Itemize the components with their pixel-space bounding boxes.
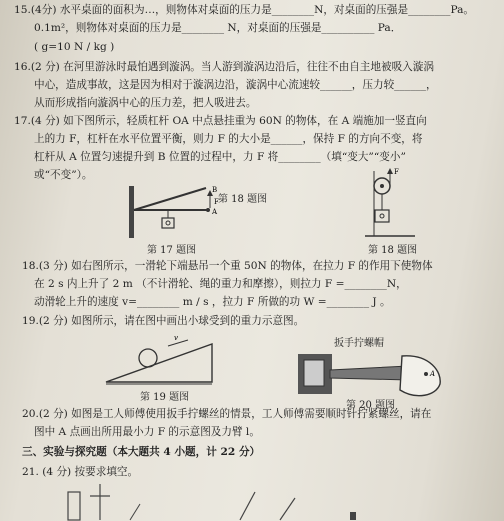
q21-line1: 21. (4 分) 按要求填空。 [22, 466, 139, 478]
q15-line3: ( g=10 N / kg ) [34, 41, 115, 53]
svg-text:B: B [212, 186, 218, 194]
q17-line1: 17.(4 分) 如下图所示，轻质杠杆 OA 中点悬挂重为 60N 的物体，在 A 端施加一竖直向 [14, 115, 427, 127]
fig20-caption: 第 20 题图 [346, 400, 396, 411]
q16-line1: 16.(2 分) 在河里游泳时最怕遇到漩涡。当人游到漩涡边沿后，往往不由自主地被吸入漩涡 [14, 61, 434, 73]
q15-line1: 15.(4分) 水平桌面的面积为…，则物体对桌面的压力是________N，对桌面的压强是________Pa。 [14, 4, 475, 16]
svg-text:v: v [174, 334, 178, 342]
q16-line2: 中心，造成事故，这是因为相对于漩涡边沿，漩涡中心流速较______，压力较______， [34, 79, 437, 91]
fig17-caption: 第 17 题图 [147, 245, 197, 256]
q16-line3: 从而形成指向漩涡中心的压力差，把人吸进去。 [34, 97, 257, 109]
figure-19-incline [106, 336, 216, 386]
figure-21-apparatus [20, 484, 480, 520]
q17-line3: 杠杆从 A 位置匀速提升到 B 位置的过程中，力 F 将________（填“变大”“变小” [34, 151, 406, 163]
svg-text:A: A [212, 208, 218, 216]
figure-20-wrench [290, 346, 450, 402]
fig20-label: 扳手拧螺帽 [334, 338, 384, 349]
q20-line2: 图中 A 点画出所用最小力 F 的示意图及力臂 l。 [34, 426, 260, 438]
section-3-title: 三、实验与探究题（本大题共 4 小题，计 22 分） [22, 446, 261, 458]
q18-line1: 18.(3 分) 如右图所示，一滑轮下端悬吊一个重 50N 的物体，在拉力 F 的作用下使物体 [22, 260, 433, 272]
svg-text:A: A [430, 370, 436, 378]
fig19-caption: 第 19 题图 [140, 392, 190, 403]
q18-line3: 动滑轮上升的速度 v=________ m / s ，拉力 F 所做的功 W =________ J 。 [34, 296, 391, 308]
q18-line2: 在 2 s 内上升了 2 m （不计滑轮、绳的重力和摩擦），则拉力 F =________N， [34, 278, 407, 290]
q20-line1: 20.(2 分) 如图是工人师傅使用扳手拧螺丝的情景，工人师傅需要顺时针拧紧螺丝，请在 [22, 408, 432, 420]
fig18-label-inline: 第 18 题图 [218, 194, 268, 205]
fig18-caption: 第 18 题图 [368, 245, 418, 256]
svg-text:F: F [394, 168, 399, 176]
q17-line4: 或“不变”）。 [34, 169, 93, 181]
svg-text:F: F [214, 198, 219, 206]
q17-line2: 上的力 F，杠杆在水平位置平衡，则力 F 的大小是______，保持 F 的方向不变，将 [34, 133, 423, 145]
q19-line1: 19.(2 分) 如图所示，请在图中画出小球受到的重力示意图。 [22, 315, 305, 327]
figure-18-pulley [360, 168, 420, 238]
q15-line2: 0.1m²，则物体对桌面的压力是________ N，对桌面的压强是__________ Pa． [34, 22, 402, 34]
figure-17-lever [124, 182, 224, 242]
